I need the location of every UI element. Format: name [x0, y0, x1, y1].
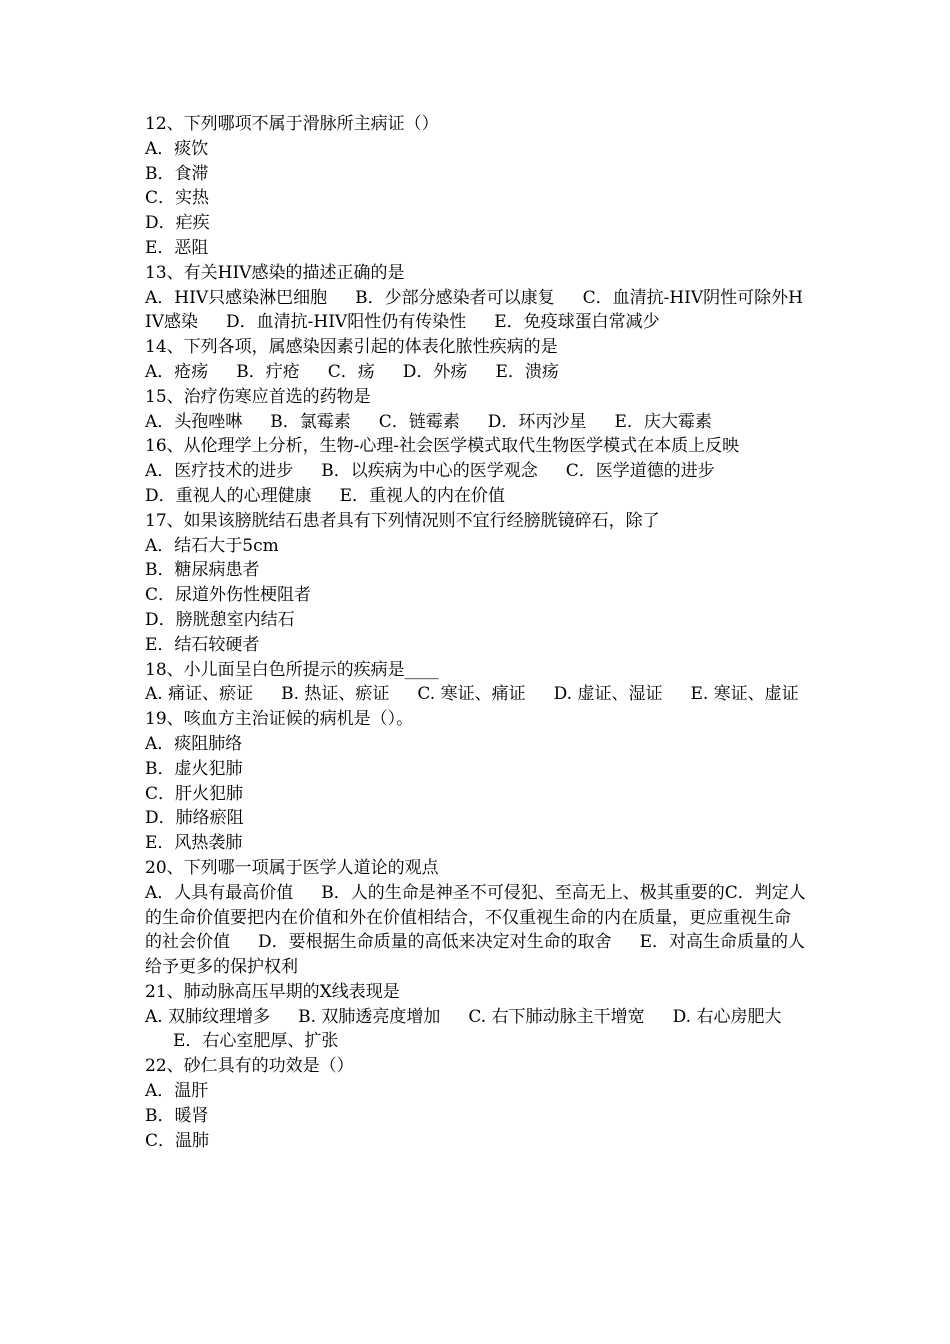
question-13-stem: 13、有关HIV感染的描述正确的是 [145, 262, 405, 283]
question-20-option-b: B．人的生命是神圣不可侵犯、至高无上、极其重要的 [321, 882, 725, 903]
question-14-stem: 14、下列各项，属感染因素引起的体表化脓性疾病的是 [145, 337, 558, 358]
question-20-option-d: D．要根据生命质量的高低来决定对生命的取舍 [258, 932, 612, 953]
question-18-option-c: C. 寒证、痛证 [417, 684, 526, 705]
question-22-stem: 22、砂仁具有的功效是（） [145, 1056, 354, 1077]
question-14-option-c: C．疡 [327, 361, 375, 382]
question-22-option-b: B．暖肾 [145, 1105, 209, 1126]
question-21-option-d: D. 右心房肥大 [672, 1006, 782, 1027]
question-15-stem: 15、治疗伤寒应首选的药物是 [145, 386, 371, 407]
question-18-stem: 18、小儿面呈白色所提示的疾病是____ [145, 659, 439, 680]
question-16-stem: 16、从伦理学上分析，生物-心理-社会医学模式取代生物医学模式在本质上反映 [145, 436, 740, 457]
question-20-option-e: E．对高生命质量的人给予更多的保护权利 [145, 932, 806, 978]
question-14-option-b: B．疔疮 [236, 361, 300, 382]
question-15-option-a: A．头孢唑啉 [145, 411, 243, 432]
question-20-option-c: C．判定人的生命价值要把内在价值和外在价值相结合，不仅重视生命的内在质量，更应重视生命的社会价值 [145, 882, 806, 953]
question-13-option-a: A．HIV只感染淋巴细胞 [145, 287, 328, 308]
question-22-option-a: A．温肝 [145, 1081, 209, 1102]
question-17-option-e: E．结石较硬者 [145, 634, 260, 655]
question-16-option-d: D．重视人的心理健康 [145, 485, 312, 506]
question-19-option-c: C．肝火犯肺 [145, 783, 244, 804]
question-17-stem: 17、如果该膀胱结石患者具有下列情况则不宜行经膀胱镜碎石，除了 [145, 510, 660, 531]
question-13-option-d: D．血清抗-HIV阳性仍有传染性 [226, 312, 467, 333]
question-21-option-a: A. 双肺纹理增多 [145, 1006, 271, 1027]
question-16-option-c: C．医学道德的进步 [565, 461, 715, 482]
question-17-option-d: D．膀胱憩室内结石 [145, 609, 295, 630]
question-19-option-e: E．风热袭肺 [145, 833, 243, 854]
question-18-options [145, 682, 807, 707]
question-16-option-a: A．医疗技术的进步 [145, 461, 294, 482]
question-14-option-a: A．疮疡 [145, 361, 209, 382]
question-13-option-e: E．免疫球蛋白常减少 [494, 312, 660, 333]
question-17-option-a: A．结石大于5cm [145, 535, 279, 556]
question-16-option-b: B．以疾病为中心的医学观念 [321, 461, 538, 482]
question-21-options [145, 1005, 807, 1055]
question-13-option-b: B．少部分感染者可以康复 [355, 287, 555, 308]
question-15-option-c: C．链霉素 [378, 411, 460, 432]
question-12-option-c: C．实热 [145, 188, 210, 209]
question-22-option-c: C．温肺 [145, 1130, 210, 1151]
question-14-options [145, 360, 807, 385]
question-12-stem: 12、下列哪项不属于滑脉所主病证（） [145, 114, 439, 134]
question-12-option-b: B．食滞 [145, 163, 209, 184]
question-21-option-c: C. 右下肺动脉主干增宽 [468, 1006, 645, 1027]
question-20-stem: 20、下列哪一项属于医学人道论的观点 [145, 857, 439, 878]
question-13-options [145, 286, 807, 336]
document-page [145, 112, 807, 1153]
question-12-option-e: E．恶阻 [145, 237, 209, 258]
question-12-option-d: D．疟疾 [145, 213, 210, 234]
question-20-options [145, 881, 807, 980]
question-13-option-c: C．血清抗-HIV阴性可除外HIV感染 [145, 287, 804, 333]
question-21-stem: 21、肺动脉高压早期的X线表现是 [145, 981, 400, 1002]
question-15-options [145, 410, 807, 435]
question-18-option-d: D. 虚证、湿证 [553, 684, 663, 705]
question-16-options-row2 [145, 484, 807, 509]
question-19-option-d: D．肺络瘀阻 [145, 808, 244, 829]
question-18-option-b: B. 热证、瘀证 [281, 684, 390, 705]
question-15-option-d: D．环丙沙星 [487, 411, 587, 432]
question-20-option-a: A．人具有最高价值 [145, 882, 294, 903]
question-17-option-b: B．糖尿病患者 [145, 560, 260, 581]
question-15-option-b: B．氯霉素 [270, 411, 351, 432]
question-21-option-b: B. 双肺透亮度增加 [298, 1006, 441, 1027]
question-14-option-d: D．外疡 [402, 361, 468, 382]
question-16-options-row1 [145, 459, 807, 484]
question-19-option-b: B．虚火犯肺 [145, 758, 243, 779]
question-16-option-e: E．重视人的内在价值 [339, 485, 506, 506]
question-17-option-c: C．尿道外伤性梗阻者 [145, 585, 312, 606]
question-18-option-a: A. 痛证、瘀证 [145, 684, 254, 705]
question-21-option-e: E．右心室肥厚、扩张 [173, 1031, 339, 1052]
question-15-option-e: E．庆大霉素 [614, 411, 712, 432]
question-19-option-a: A．痰阻肺络 [145, 733, 243, 754]
question-14-option-e: E．溃疡 [495, 361, 559, 382]
question-18-option-e: E. 寒证、虚证 [690, 684, 799, 705]
question-12-option-a: A．痰饮 [145, 138, 209, 159]
question-19-stem: 19、咳血方主治证候的病机是（）。 [145, 709, 414, 730]
